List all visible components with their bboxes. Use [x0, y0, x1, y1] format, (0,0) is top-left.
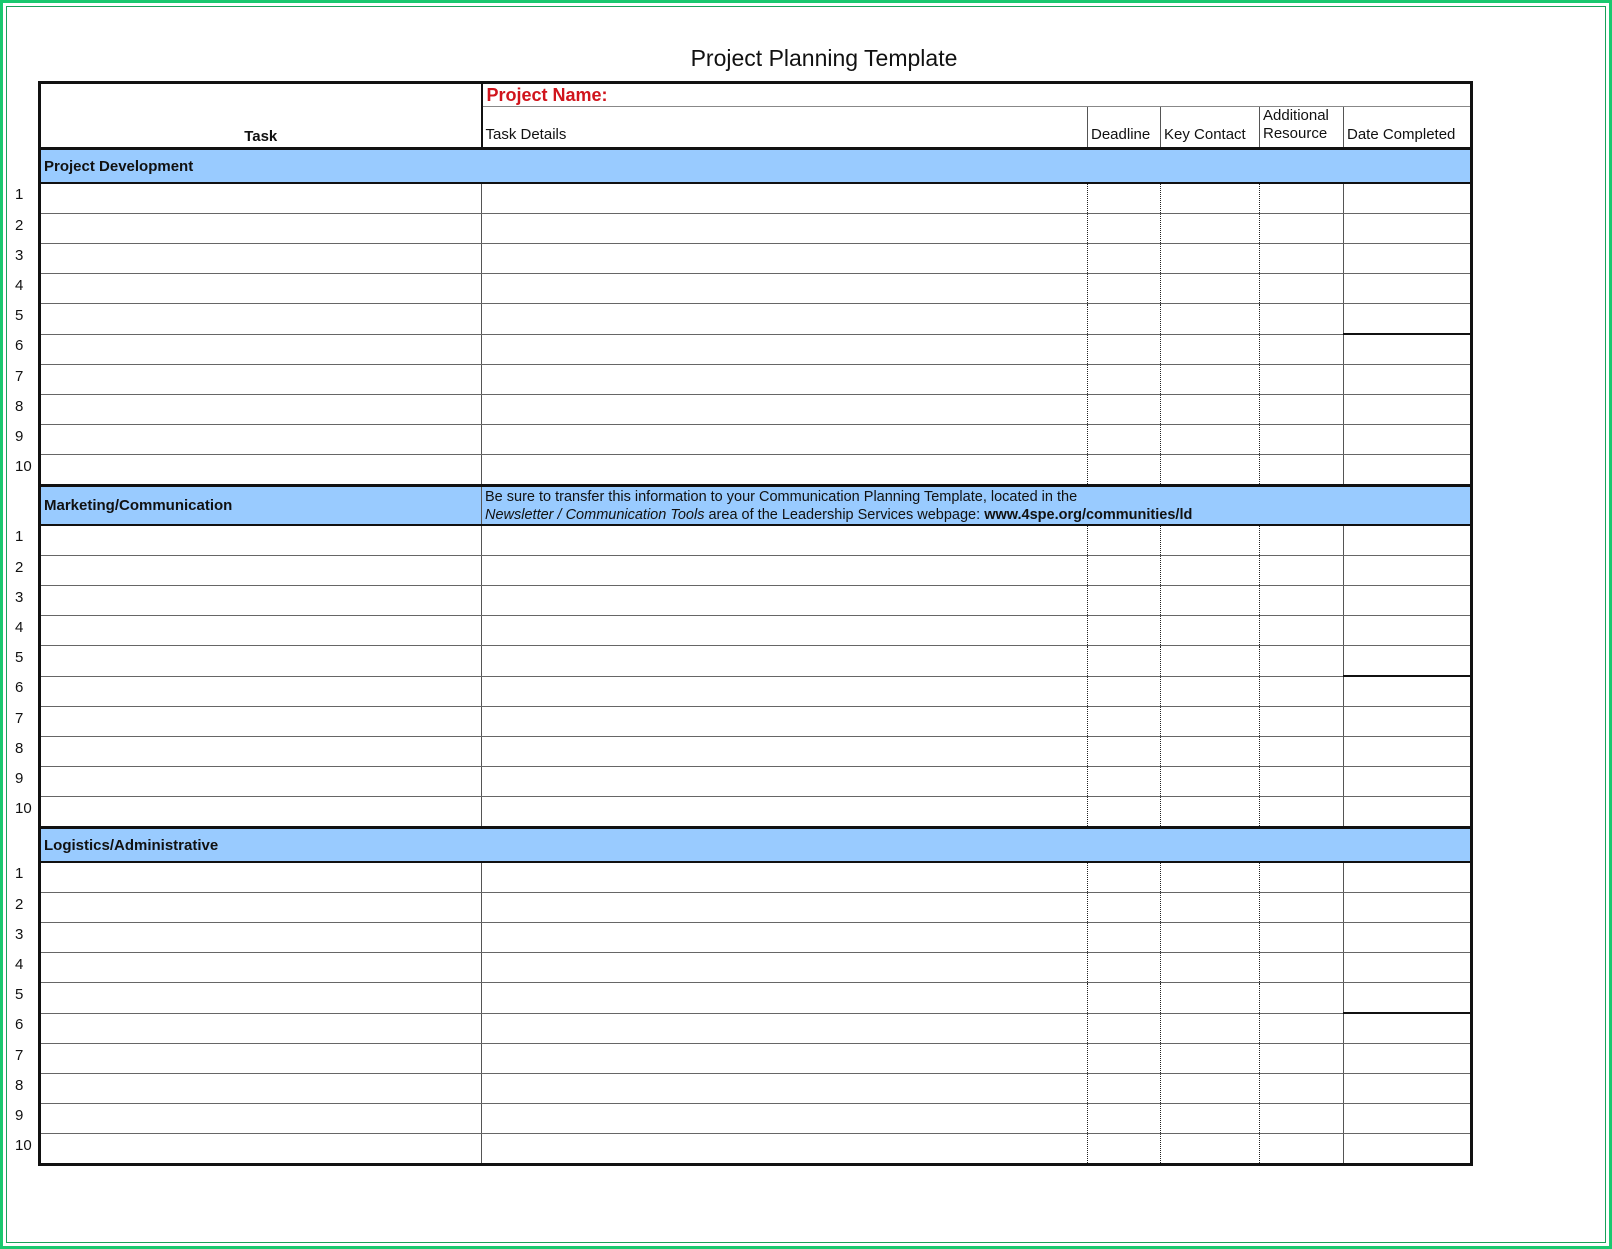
deadline-header: Deadline [1088, 107, 1161, 149]
table-row [40, 365, 1472, 395]
task-details-cell[interactable] [482, 1134, 1088, 1165]
deadline-cell[interactable] [1088, 425, 1161, 455]
section-note-middle: area of the Leadership Services webpage: [704, 507, 985, 523]
row-number: 3 [15, 925, 24, 943]
table-row [40, 797, 1472, 828]
task-cell[interactable] [40, 1044, 482, 1074]
task-cell[interactable] [40, 455, 482, 486]
additional-resource-header [1260, 107, 1344, 149]
key-contact-cell[interactable] [1161, 953, 1260, 983]
row-number: 4 [15, 618, 24, 636]
table-row [40, 953, 1472, 983]
row-number: 4 [15, 276, 24, 294]
section-note-link[interactable]: www.4spe.org/communities/ld [984, 507, 1193, 523]
additional-resource-line1: Additional [1263, 107, 1329, 124]
table-row [40, 244, 1472, 274]
table-row [40, 395, 1472, 425]
date-completed-cell[interactable] [1344, 737, 1472, 767]
additional-resource-cell[interactable] [1260, 244, 1344, 274]
deadline-cell[interactable] [1088, 1134, 1161, 1165]
key-contact-cell[interactable] [1161, 893, 1260, 923]
task-details-cell[interactable] [482, 953, 1088, 983]
row-number: 1 [15, 865, 24, 882]
key-contact-cell[interactable] [1161, 1134, 1260, 1165]
key-contact-cell[interactable] [1161, 737, 1260, 767]
deadline-cell[interactable] [1088, 1013, 1161, 1044]
additional-resource-cell[interactable] [1260, 1044, 1344, 1074]
additional-resource-cell[interactable] [1260, 365, 1344, 395]
section-title: Project Development [40, 149, 1472, 184]
additional-resource-cell[interactable] [1260, 274, 1344, 304]
deadline-cell[interactable] [1088, 893, 1161, 923]
task-details-cell[interactable] [482, 862, 1088, 893]
row-number: 3 [15, 588, 24, 606]
additional-resource-cell[interactable] [1260, 183, 1344, 214]
task-cell[interactable] [40, 1104, 482, 1134]
table-row [40, 737, 1472, 767]
additional-resource-cell[interactable] [1260, 395, 1344, 425]
additional-resource-cell[interactable] [1260, 304, 1344, 335]
task-details-cell[interactable] [482, 707, 1088, 737]
task-cell[interactable] [40, 214, 482, 244]
additional-resource-cell[interactable] [1260, 1104, 1344, 1134]
table-row [40, 1044, 1472, 1074]
table-row [40, 646, 1472, 677]
key-contact-cell[interactable] [1161, 525, 1260, 556]
task-details-cell[interactable] [482, 1104, 1088, 1134]
table-row [40, 862, 1472, 893]
task-details-cell[interactable] [482, 334, 1088, 365]
task-cell[interactable] [40, 616, 482, 646]
deadline-cell[interactable] [1088, 274, 1161, 304]
table-row [40, 707, 1472, 737]
task-cell[interactable] [40, 183, 482, 214]
task-details-cell[interactable] [482, 455, 1088, 486]
additional-resource-cell[interactable] [1260, 455, 1344, 486]
table-row [40, 556, 1472, 586]
date-completed-cell[interactable] [1344, 1013, 1472, 1044]
key-contact-cell[interactable] [1161, 274, 1260, 304]
deadline-cell[interactable] [1088, 556, 1161, 586]
key-contact-cell[interactable] [1161, 244, 1260, 274]
task-details-cell[interactable] [482, 304, 1088, 335]
table-row [40, 525, 1472, 556]
deadline-cell[interactable] [1088, 1104, 1161, 1134]
task-details-cell[interactable] [482, 1044, 1088, 1074]
task-cell[interactable] [40, 893, 482, 923]
row-number: 10 [15, 799, 32, 817]
table-row [40, 923, 1472, 953]
date-completed-cell[interactable] [1344, 707, 1472, 737]
date-completed-cell[interactable] [1344, 767, 1472, 797]
task-details-cell[interactable] [482, 244, 1088, 274]
section-header-project-development [40, 149, 1472, 184]
task-details-cell[interactable] [482, 983, 1088, 1014]
table-row [40, 455, 1472, 486]
deadline-cell[interactable] [1088, 646, 1161, 677]
task-cell[interactable] [40, 425, 482, 455]
task-column-header: Task [40, 83, 482, 149]
row-number: 6 [15, 679, 24, 696]
date-completed-cell[interactable] [1344, 586, 1472, 616]
row-number: 1 [15, 186, 24, 203]
additional-resource-cell[interactable] [1260, 646, 1344, 677]
key-contact-cell[interactable] [1161, 1074, 1260, 1104]
task-details-cell[interactable] [482, 1013, 1088, 1044]
key-contact-cell[interactable] [1161, 334, 1260, 365]
row-number: 6 [15, 337, 24, 354]
task-cell[interactable] [40, 274, 482, 304]
task-details-cell[interactable] [482, 274, 1088, 304]
table-row [40, 304, 1472, 335]
key-contact-cell[interactable] [1161, 676, 1260, 707]
date-completed-cell[interactable] [1344, 923, 1472, 953]
table-row [40, 425, 1472, 455]
section-note [482, 486, 1472, 526]
task-cell[interactable] [40, 1134, 482, 1165]
row-number: 7 [15, 1046, 24, 1064]
deadline-cell[interactable] [1088, 1044, 1161, 1074]
task-cell[interactable] [40, 737, 482, 767]
key-contact-cell[interactable] [1161, 395, 1260, 425]
additional-resource-cell[interactable] [1260, 676, 1344, 707]
task-details-cell[interactable] [482, 737, 1088, 767]
row-number: 5 [15, 306, 24, 324]
task-details-cell[interactable] [482, 214, 1088, 244]
deadline-cell[interactable] [1088, 334, 1161, 365]
key-contact-cell[interactable] [1161, 767, 1260, 797]
additional-resource-cell[interactable] [1260, 862, 1344, 893]
section-header-logistics-administrative [40, 828, 1472, 863]
additional-resource-cell[interactable] [1260, 616, 1344, 646]
deadline-cell[interactable] [1088, 923, 1161, 953]
additional-resource-cell[interactable] [1260, 923, 1344, 953]
date-completed-cell[interactable] [1344, 274, 1472, 304]
task-cell[interactable] [40, 797, 482, 828]
task-cell[interactable] [40, 767, 482, 797]
table-row [40, 334, 1472, 365]
key-contact-cell[interactable] [1161, 425, 1260, 455]
additional-resource-cell[interactable] [1260, 983, 1344, 1014]
row-number: 4 [15, 955, 24, 973]
date-completed-cell[interactable] [1344, 646, 1472, 677]
deadline-cell[interactable] [1088, 525, 1161, 556]
additional-resource-cell[interactable] [1260, 525, 1344, 556]
table-row [40, 1013, 1472, 1044]
task-cell[interactable] [40, 395, 482, 425]
deadline-cell[interactable] [1088, 862, 1161, 893]
key-contact-cell[interactable] [1161, 862, 1260, 893]
key-contact-cell[interactable] [1161, 616, 1260, 646]
additional-resource-cell[interactable] [1260, 737, 1344, 767]
additional-resource-cell[interactable] [1260, 214, 1344, 244]
date-completed-cell[interactable] [1344, 983, 1472, 1014]
project-name-label: Project Name: [486, 85, 608, 105]
row-number: 9 [15, 769, 24, 787]
key-contact-cell[interactable] [1161, 983, 1260, 1014]
key-contact-header: Key Contact [1161, 107, 1260, 149]
date-completed-header: Date Completed [1344, 107, 1472, 149]
row-number: 9 [15, 427, 24, 445]
task-details-cell[interactable] [482, 923, 1088, 953]
table-row [40, 893, 1472, 923]
deadline-cell[interactable] [1088, 244, 1161, 274]
date-completed-cell[interactable] [1344, 797, 1472, 828]
date-completed-cell[interactable] [1344, 425, 1472, 455]
section-note-italic: Newsletter / Communication Tools [485, 507, 705, 523]
date-completed-cell[interactable] [1344, 304, 1472, 335]
task-cell[interactable] [40, 1074, 482, 1104]
table-row [40, 183, 1472, 214]
key-contact-cell[interactable] [1161, 455, 1260, 486]
row-number: 10 [15, 1136, 32, 1154]
task-cell[interactable] [40, 862, 482, 893]
section-title: Logistics/Administrative [40, 828, 1472, 863]
key-contact-cell[interactable] [1161, 707, 1260, 737]
task-details-cell[interactable] [482, 893, 1088, 923]
deadline-cell[interactable] [1088, 953, 1161, 983]
date-completed-cell[interactable] [1344, 676, 1472, 707]
table-row [40, 983, 1472, 1014]
row-number: 10 [15, 457, 32, 475]
date-completed-cell[interactable] [1344, 455, 1472, 486]
task-details-cell[interactable] [482, 586, 1088, 616]
key-contact-cell[interactable] [1161, 923, 1260, 953]
task-details-cell[interactable] [482, 425, 1088, 455]
date-completed-cell[interactable] [1344, 395, 1472, 425]
row-number: 7 [15, 367, 24, 385]
row-number: 6 [15, 1016, 24, 1033]
date-completed-cell[interactable] [1344, 244, 1472, 274]
task-cell[interactable] [40, 983, 482, 1014]
additional-resource-cell[interactable] [1260, 797, 1344, 828]
table-row [40, 274, 1472, 304]
deadline-cell[interactable] [1088, 676, 1161, 707]
row-number: 8 [15, 739, 24, 757]
task-cell[interactable] [40, 676, 482, 707]
section-header-marketing-communication [40, 486, 1472, 526]
row-number: 2 [15, 895, 24, 913]
task-details-cell[interactable] [482, 556, 1088, 586]
additional-resource-cell[interactable] [1260, 556, 1344, 586]
task-cell[interactable] [40, 923, 482, 953]
task-cell[interactable] [40, 953, 482, 983]
table-row [40, 214, 1472, 244]
row-number: 8 [15, 1076, 24, 1094]
key-contact-cell[interactable] [1161, 1013, 1260, 1044]
task-details-cell[interactable] [482, 1074, 1088, 1104]
date-completed-cell[interactable] [1344, 1104, 1472, 1134]
date-completed-cell[interactable] [1344, 1134, 1472, 1165]
key-contact-cell[interactable] [1161, 304, 1260, 335]
additional-resource-cell[interactable] [1260, 893, 1344, 923]
task-cell[interactable] [40, 707, 482, 737]
key-contact-cell[interactable] [1161, 214, 1260, 244]
task-details-cell[interactable] [482, 395, 1088, 425]
page-title: Project Planning Template [690, 45, 958, 71]
additional-resource-cell[interactable] [1260, 334, 1344, 365]
date-completed-cell[interactable] [1344, 1074, 1472, 1104]
planning-sheet [15, 81, 1470, 1176]
date-completed-cell[interactable] [1344, 953, 1472, 983]
deadline-cell[interactable] [1088, 797, 1161, 828]
additional-resource-cell[interactable] [1260, 1134, 1344, 1165]
task-cell[interactable] [40, 586, 482, 616]
key-contact-cell[interactable] [1161, 586, 1260, 616]
date-completed-cell[interactable] [1344, 183, 1472, 214]
date-completed-cell[interactable] [1344, 616, 1472, 646]
task-details-header: Task Details [482, 107, 1088, 149]
row-number: 9 [15, 1106, 24, 1124]
date-completed-cell[interactable] [1344, 525, 1472, 556]
row-number: 3 [15, 246, 24, 264]
deadline-cell[interactable] [1088, 304, 1161, 335]
table-row [40, 586, 1472, 616]
deadline-cell[interactable] [1088, 616, 1161, 646]
task-cell[interactable] [40, 1013, 482, 1044]
key-contact-cell[interactable] [1161, 365, 1260, 395]
task-details-cell[interactable] [482, 616, 1088, 646]
date-completed-cell[interactable] [1344, 556, 1472, 586]
table-row [40, 676, 1472, 707]
row-number: 2 [15, 558, 24, 576]
row-number: 7 [15, 709, 24, 727]
additional-resource-cell[interactable] [1260, 425, 1344, 455]
row-number: 2 [15, 216, 24, 234]
section-note-line2 [485, 506, 1470, 524]
date-completed-cell[interactable] [1344, 893, 1472, 923]
key-contact-cell[interactable] [1161, 556, 1260, 586]
task-cell[interactable] [40, 244, 482, 274]
section-note-line1: Be sure to transfer this information to your Communication Planning Template, located in the [485, 489, 1078, 505]
deadline-cell[interactable] [1088, 395, 1161, 425]
additional-resource-cell[interactable] [1260, 586, 1344, 616]
date-completed-cell[interactable] [1344, 1044, 1472, 1074]
additional-resource-cell[interactable] [1260, 767, 1344, 797]
additional-resource-cell[interactable] [1260, 707, 1344, 737]
deadline-cell[interactable] [1088, 586, 1161, 616]
date-completed-cell[interactable] [1344, 334, 1472, 365]
deadline-cell[interactable] [1088, 214, 1161, 244]
key-contact-cell[interactable] [1161, 183, 1260, 214]
table-row [40, 1104, 1472, 1134]
row-number: 1 [15, 528, 24, 545]
deadline-cell[interactable] [1088, 1074, 1161, 1104]
table-row [40, 616, 1472, 646]
deadline-cell[interactable] [1088, 983, 1161, 1014]
date-completed-cell[interactable] [1344, 365, 1472, 395]
task-cell[interactable] [40, 646, 482, 677]
project-name-cell[interactable] [482, 83, 1472, 107]
task-details-cell[interactable] [482, 525, 1088, 556]
task-cell[interactable] [40, 334, 482, 365]
date-completed-cell[interactable] [1344, 214, 1472, 244]
task-details-cell[interactable] [482, 183, 1088, 214]
task-details-cell[interactable] [482, 797, 1088, 828]
task-cell[interactable] [40, 525, 482, 556]
deadline-cell[interactable] [1088, 455, 1161, 486]
task-details-cell[interactable] [482, 365, 1088, 395]
task-cell[interactable] [40, 556, 482, 586]
task-cell[interactable] [40, 365, 482, 395]
additional-resource-line2: Resource [1263, 125, 1328, 142]
additional-resource-cell[interactable] [1260, 1074, 1344, 1104]
deadline-cell[interactable] [1088, 707, 1161, 737]
task-details-cell[interactable] [482, 676, 1088, 707]
key-contact-cell[interactable] [1161, 646, 1260, 677]
deadline-cell[interactable] [1088, 767, 1161, 797]
row-number: 5 [15, 648, 24, 666]
key-contact-cell[interactable] [1161, 1104, 1260, 1134]
additional-resource-cell[interactable] [1260, 953, 1344, 983]
date-completed-cell[interactable] [1344, 862, 1472, 893]
planning-table [38, 81, 1473, 1166]
table-row [40, 767, 1472, 797]
row-number: 8 [15, 397, 24, 415]
section-title: Marketing/Communication [40, 486, 482, 526]
task-details-cell[interactable] [482, 767, 1088, 797]
row-number: 5 [15, 985, 24, 1003]
task-details-cell[interactable] [482, 646, 1088, 677]
table-row [40, 1074, 1472, 1104]
additional-resource-cell[interactable] [1260, 1013, 1344, 1044]
key-contact-cell[interactable] [1161, 797, 1260, 828]
deadline-cell[interactable] [1088, 737, 1161, 767]
key-contact-cell[interactable] [1161, 1044, 1260, 1074]
deadline-cell[interactable] [1088, 365, 1161, 395]
task-cell[interactable] [40, 304, 482, 335]
deadline-cell[interactable] [1088, 183, 1161, 214]
table-row [40, 1134, 1472, 1165]
